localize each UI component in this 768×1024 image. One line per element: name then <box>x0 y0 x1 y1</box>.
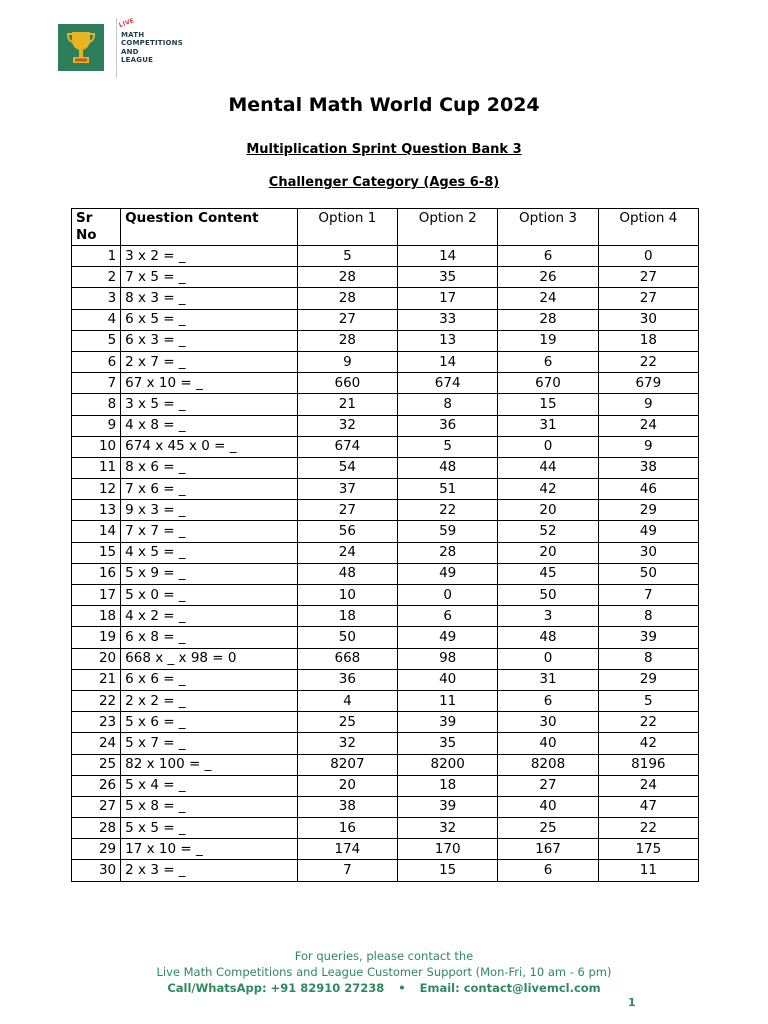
row-option-1: 7 <box>297 860 397 881</box>
row-question: 3 x 2 = _ <box>121 246 298 267</box>
table-row <box>72 606 699 627</box>
row-question: 8 x 3 = _ <box>121 288 298 309</box>
logo-divider <box>116 18 117 78</box>
row-sr-no: 7 <box>72 373 121 394</box>
table-row <box>72 733 699 754</box>
row-option-1: 4 <box>297 690 397 711</box>
row-option-1: 660 <box>297 373 397 394</box>
brand-line: MATH <box>121 30 145 39</box>
row-option-2: 28 <box>398 542 498 563</box>
row-option-4: 11 <box>598 860 698 881</box>
table-row <box>72 500 699 521</box>
row-sr-no: 28 <box>72 818 121 839</box>
table-row <box>72 585 699 606</box>
row-option-2: 48 <box>398 457 498 478</box>
row-question: 6 x 3 = _ <box>121 330 298 351</box>
row-option-1: 32 <box>297 733 397 754</box>
row-option-2: 6 <box>398 606 498 627</box>
row-option-1: 16 <box>297 818 397 839</box>
row-option-3: 42 <box>498 479 598 500</box>
footer-email: Email: contact@livemcl.com <box>419 981 601 995</box>
row-option-2: 17 <box>398 288 498 309</box>
trophy-icon <box>58 24 104 71</box>
row-question: 5 x 9 = _ <box>121 563 298 584</box>
row-option-3: 40 <box>498 796 598 817</box>
row-option-4: 47 <box>598 796 698 817</box>
row-option-4: 49 <box>598 521 698 542</box>
row-option-1: 48 <box>297 563 397 584</box>
row-question: 4 x 2 = _ <box>121 606 298 627</box>
row-option-1: 174 <box>297 839 397 860</box>
row-option-2: 674 <box>398 373 498 394</box>
row-option-3: 25 <box>498 818 598 839</box>
row-option-4: 42 <box>598 733 698 754</box>
row-sr-no: 23 <box>72 712 121 733</box>
row-question: 674 x 45 x 0 = _ <box>121 436 298 457</box>
row-option-3: 40 <box>498 733 598 754</box>
row-option-1: 668 <box>297 648 397 669</box>
row-option-1: 18 <box>297 606 397 627</box>
row-option-3: 52 <box>498 521 598 542</box>
row-option-4: 8 <box>598 606 698 627</box>
row-sr-no: 16 <box>72 563 121 584</box>
row-option-1: 56 <box>297 521 397 542</box>
row-option-3: 31 <box>498 669 598 690</box>
row-question: 5 x 0 = _ <box>121 585 298 606</box>
row-question: 4 x 8 = _ <box>121 415 298 436</box>
header-option-4: Option 4 <box>598 209 698 246</box>
row-question: 17 x 10 = _ <box>121 839 298 860</box>
row-option-3: 20 <box>498 500 598 521</box>
row-sr-no: 6 <box>72 351 121 372</box>
row-option-1: 24 <box>297 542 397 563</box>
table-row <box>72 309 699 330</box>
table-row <box>72 712 699 733</box>
table-row <box>72 373 699 394</box>
row-option-3: 670 <box>498 373 598 394</box>
row-option-3: 31 <box>498 415 598 436</box>
row-option-4: 18 <box>598 330 698 351</box>
footer-phone: Call/WhatsApp: +91 82910 27238 <box>167 981 385 995</box>
row-option-2: 14 <box>398 246 498 267</box>
row-question: 8 x 6 = _ <box>121 457 298 478</box>
table-row <box>72 669 699 690</box>
table-row <box>72 457 699 478</box>
row-option-1: 50 <box>297 627 397 648</box>
table-row <box>72 415 699 436</box>
row-option-1: 674 <box>297 436 397 457</box>
row-question: 5 x 4 = _ <box>121 775 298 796</box>
row-question: 4 x 5 = _ <box>121 542 298 563</box>
row-option-4: 175 <box>598 839 698 860</box>
row-option-4: 7 <box>598 585 698 606</box>
row-sr-no: 8 <box>72 394 121 415</box>
row-option-2: 49 <box>398 627 498 648</box>
row-sr-no: 11 <box>72 457 121 478</box>
brand-live: LIVE <box>118 17 136 30</box>
row-option-2: 22 <box>398 500 498 521</box>
row-option-1: 28 <box>297 288 397 309</box>
row-option-3: 0 <box>498 648 598 669</box>
row-sr-no: 25 <box>72 754 121 775</box>
row-option-4: 22 <box>598 351 698 372</box>
row-option-1: 5 <box>297 246 397 267</box>
table-row <box>72 330 699 351</box>
row-option-1: 32 <box>297 415 397 436</box>
row-option-2: 59 <box>398 521 498 542</box>
row-option-3: 6 <box>498 860 598 881</box>
row-sr-no: 10 <box>72 436 121 457</box>
row-option-3: 167 <box>498 839 598 860</box>
row-option-1: 25 <box>297 712 397 733</box>
footer-query-line: For queries, please contact the <box>294 949 474 963</box>
row-sr-no: 1 <box>72 246 121 267</box>
row-option-2: 13 <box>398 330 498 351</box>
footer-contact-line <box>0 981 768 995</box>
row-option-4: 22 <box>598 712 698 733</box>
row-option-2: 170 <box>398 839 498 860</box>
table-row <box>72 839 699 860</box>
row-sr-no: 14 <box>72 521 121 542</box>
brand-line: COMPETITIONS <box>121 39 183 47</box>
footer-support-line: Live Math Competitions and League Customer Support (Mon-Fri, 10 am - 6 pm) <box>156 965 612 979</box>
table-row <box>72 288 699 309</box>
row-option-1: 8207 <box>297 754 397 775</box>
row-option-2: 11 <box>398 690 498 711</box>
page-title: Mental Math World Cup 2024 <box>228 94 540 116</box>
row-option-4: 30 <box>598 542 698 563</box>
row-sr-no: 9 <box>72 415 121 436</box>
row-option-1: 28 <box>297 267 397 288</box>
table-row <box>72 818 699 839</box>
row-option-1: 21 <box>297 394 397 415</box>
row-sr-no: 12 <box>72 479 121 500</box>
footer-separator: • <box>398 981 406 995</box>
row-option-3: 6 <box>498 246 598 267</box>
row-option-3: 50 <box>498 585 598 606</box>
row-sr-no: 18 <box>72 606 121 627</box>
row-option-2: 14 <box>398 351 498 372</box>
question-table <box>71 208 699 882</box>
header-question: Question Content <box>121 209 298 246</box>
row-option-4: 5 <box>598 690 698 711</box>
row-sr-no: 13 <box>72 500 121 521</box>
row-option-2: 15 <box>398 860 498 881</box>
row-option-2: 8200 <box>398 754 498 775</box>
row-option-1: 20 <box>297 775 397 796</box>
header-option-1: Option 1 <box>297 209 397 246</box>
row-question: 7 x 7 = _ <box>121 521 298 542</box>
row-question: 5 x 7 = _ <box>121 733 298 754</box>
row-option-1: 27 <box>297 309 397 330</box>
row-option-4: 29 <box>598 500 698 521</box>
row-question: 5 x 8 = _ <box>121 796 298 817</box>
row-option-2: 39 <box>398 712 498 733</box>
row-option-4: 8196 <box>598 754 698 775</box>
row-option-4: 46 <box>598 479 698 500</box>
row-sr-no: 3 <box>72 288 121 309</box>
table-row <box>72 351 699 372</box>
row-sr-no: 21 <box>72 669 121 690</box>
table-row <box>72 542 699 563</box>
row-sr-no: 5 <box>72 330 121 351</box>
row-option-2: 49 <box>398 563 498 584</box>
table-row <box>72 775 699 796</box>
row-sr-no: 4 <box>72 309 121 330</box>
row-question: 668 x _ x 98 = 0 <box>121 648 298 669</box>
row-option-3: 6 <box>498 351 598 372</box>
row-option-2: 36 <box>398 415 498 436</box>
row-question: 82 x 100 = _ <box>121 754 298 775</box>
row-option-4: 22 <box>598 818 698 839</box>
row-option-3: 48 <box>498 627 598 648</box>
row-option-3: 28 <box>498 309 598 330</box>
header-option-3: Option 3 <box>498 209 598 246</box>
row-option-2: 0 <box>398 585 498 606</box>
row-option-3: 19 <box>498 330 598 351</box>
brand-line: LEAGUE <box>121 56 154 64</box>
row-sr-no: 30 <box>72 860 121 881</box>
row-sr-no: 22 <box>72 690 121 711</box>
row-option-2: 40 <box>398 669 498 690</box>
row-question: 6 x 5 = _ <box>121 309 298 330</box>
row-option-2: 35 <box>398 267 498 288</box>
row-option-2: 8 <box>398 394 498 415</box>
row-option-2: 5 <box>398 436 498 457</box>
row-question: 7 x 5 = _ <box>121 267 298 288</box>
table-row <box>72 627 699 648</box>
row-option-2: 98 <box>398 648 498 669</box>
row-option-3: 15 <box>498 394 598 415</box>
row-sr-no: 2 <box>72 267 121 288</box>
table-row <box>72 860 699 881</box>
row-option-2: 35 <box>398 733 498 754</box>
row-option-3: 44 <box>498 457 598 478</box>
row-option-4: 24 <box>598 415 698 436</box>
row-question: 2 x 3 = _ <box>121 860 298 881</box>
row-option-2: 51 <box>398 479 498 500</box>
row-option-4: 27 <box>598 288 698 309</box>
row-question: 6 x 8 = _ <box>121 627 298 648</box>
header-option-2: Option 2 <box>398 209 498 246</box>
row-sr-no: 17 <box>72 585 121 606</box>
row-option-2: 39 <box>398 796 498 817</box>
row-sr-no: 19 <box>72 627 121 648</box>
row-option-1: 10 <box>297 585 397 606</box>
row-sr-no: 15 <box>72 542 121 563</box>
brand-wordmark <box>118 17 183 65</box>
row-question: 3 x 5 = _ <box>121 394 298 415</box>
row-option-3: 26 <box>498 267 598 288</box>
table-row <box>72 754 699 775</box>
row-option-2: 32 <box>398 818 498 839</box>
row-option-4: 30 <box>598 309 698 330</box>
row-option-4: 0 <box>598 246 698 267</box>
row-option-1: 36 <box>297 669 397 690</box>
row-option-4: 8 <box>598 648 698 669</box>
table-row <box>72 267 699 288</box>
row-question: 6 x 6 = _ <box>121 669 298 690</box>
table-row <box>72 479 699 500</box>
row-option-4: 50 <box>598 563 698 584</box>
row-question: 5 x 6 = _ <box>121 712 298 733</box>
row-option-3: 8208 <box>498 754 598 775</box>
row-option-4: 39 <box>598 627 698 648</box>
row-option-1: 28 <box>297 330 397 351</box>
table-row <box>72 796 699 817</box>
table-row <box>72 246 699 267</box>
row-question: 2 x 2 = _ <box>121 690 298 711</box>
row-option-4: 679 <box>598 373 698 394</box>
row-option-3: 45 <box>498 563 598 584</box>
brand-line: AND <box>121 47 139 56</box>
table-header-row <box>72 209 699 246</box>
trophy-logo <box>58 24 104 71</box>
table-row <box>72 648 699 669</box>
row-option-4: 29 <box>598 669 698 690</box>
page-number: 1 <box>628 996 636 1009</box>
row-option-1: 9 <box>297 351 397 372</box>
row-sr-no: 29 <box>72 839 121 860</box>
row-option-3: 3 <box>498 606 598 627</box>
row-option-1: 27 <box>297 500 397 521</box>
row-option-4: 9 <box>598 436 698 457</box>
row-question: 7 x 6 = _ <box>121 479 298 500</box>
row-option-3: 6 <box>498 690 598 711</box>
row-option-3: 0 <box>498 436 598 457</box>
row-option-3: 30 <box>498 712 598 733</box>
row-option-1: 54 <box>297 457 397 478</box>
table-row <box>72 690 699 711</box>
row-option-4: 9 <box>598 394 698 415</box>
row-sr-no: 24 <box>72 733 121 754</box>
row-sr-no: 26 <box>72 775 121 796</box>
row-question: 5 x 5 = _ <box>121 818 298 839</box>
row-option-2: 18 <box>398 775 498 796</box>
row-option-4: 24 <box>598 775 698 796</box>
row-question: 2 x 7 = _ <box>121 351 298 372</box>
table-row <box>72 436 699 457</box>
row-option-2: 33 <box>398 309 498 330</box>
row-option-1: 38 <box>297 796 397 817</box>
table-row <box>72 521 699 542</box>
row-option-3: 27 <box>498 775 598 796</box>
table-row <box>72 394 699 415</box>
row-sr-no: 20 <box>72 648 121 669</box>
row-option-3: 24 <box>498 288 598 309</box>
row-option-3: 20 <box>498 542 598 563</box>
row-option-4: 27 <box>598 267 698 288</box>
row-option-4: 38 <box>598 457 698 478</box>
category-subtitle: Challenger Category (Ages 6-8) <box>268 175 500 190</box>
question-bank-subtitle: Multiplication Sprint Question Bank 3 <box>246 142 522 157</box>
row-question: 9 x 3 = _ <box>121 500 298 521</box>
row-sr-no: 27 <box>72 796 121 817</box>
header-sr-no: Sr No <box>72 209 121 246</box>
table-row <box>72 563 699 584</box>
row-question: 67 x 10 = _ <box>121 373 298 394</box>
row-option-1: 37 <box>297 479 397 500</box>
